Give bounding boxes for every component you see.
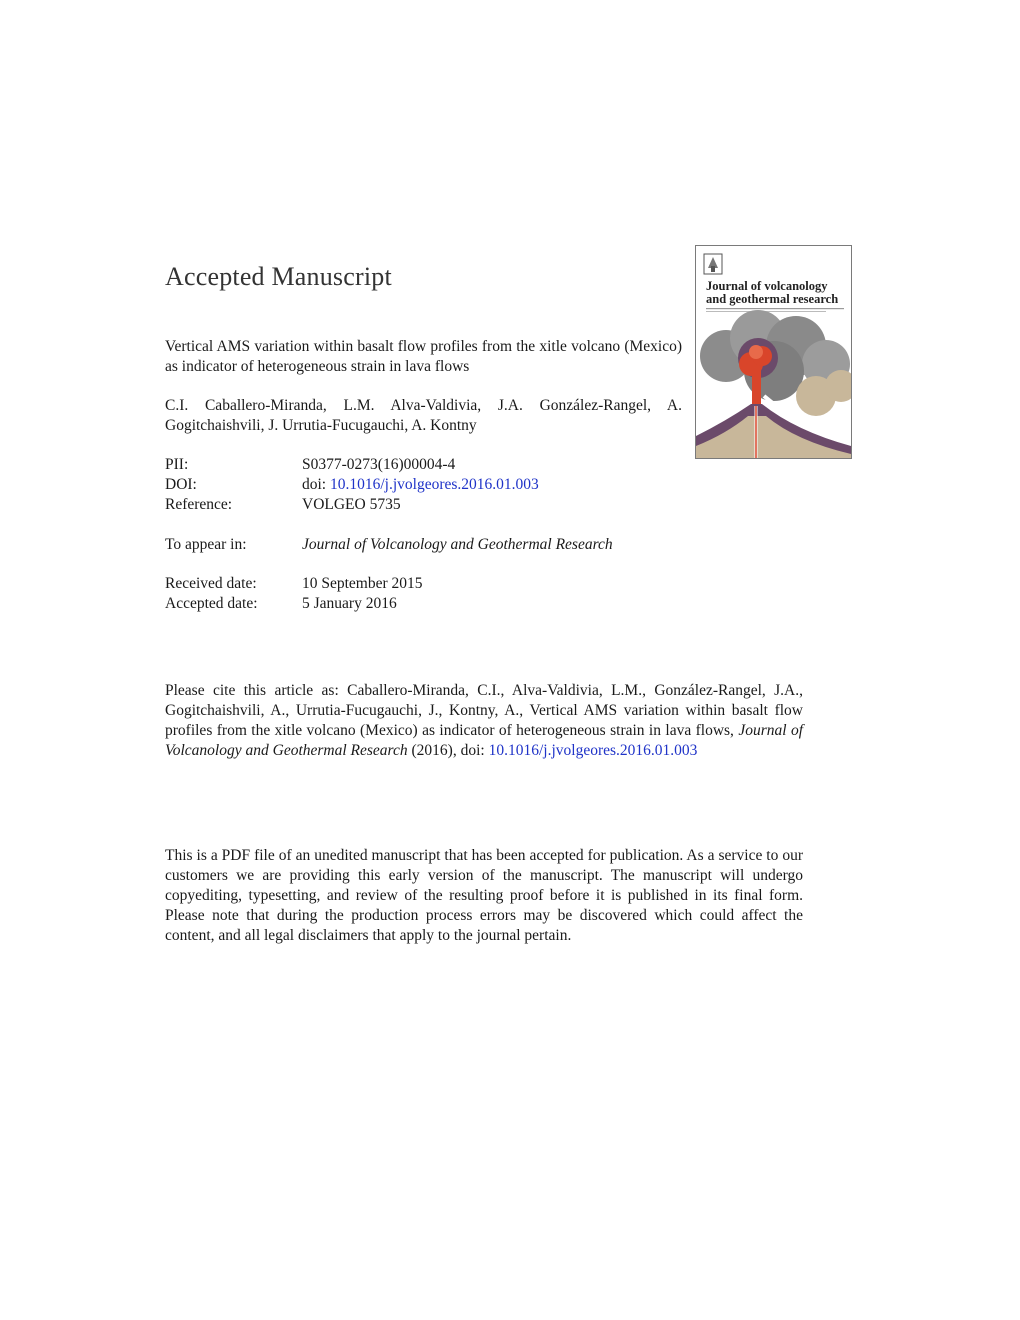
reference-label: Reference: [165, 496, 233, 513]
cover-journal-line2: and geothermal research [706, 292, 839, 306]
article-title: Vertical AMS variation within basalt flow profiles from the xitle volcano (Mexico) as indicator of heterogeneous strain in lava flows [165, 338, 682, 375]
article-authors: C.I. Caballero-Miranda, L.M. Alva-Valdivia, J.A. González-Rangel, A. Gogitchaishvili, J. Urrutia-Fucugauchi, A. Kontny [165, 397, 682, 434]
doi-value [302, 475, 539, 495]
citation-journal: Journal of Volcanology and Geothermal Research [165, 722, 803, 759]
citation-doi-prefix: doi: [460, 742, 485, 759]
cover-illustration [696, 246, 851, 458]
received-value: 10 September 2015 [302, 575, 423, 592]
accepted-label: Accepted date: [165, 595, 258, 612]
pii-label: PII: [165, 456, 189, 473]
doi-label: DOI: [165, 476, 197, 493]
citation-doi-link[interactable]: 10.1016/j.jvolgeores.2016.01.003 [488, 742, 698, 759]
accepted-value: 5 January 2016 [302, 595, 397, 612]
pii-value: S0377-0273(16)00004-4 [302, 456, 456, 473]
page-heading: Accepted Manuscript [165, 262, 392, 291]
appear-value: Journal of Volcanology and Geothermal Research [302, 536, 613, 553]
citation-paragraph [165, 681, 803, 761]
notice-paragraph: This is a PDF file of an unedited manuscript that has been accepted for publication. As a service to our customers we are providing this early version of the manuscript. The manuscript will undergo copyediting, typesetting, and review of the resulting proof before it is published in its final form. Please note that during the production process errors may be discovered which could affect the content, and all legal disclaimers that apply to the journal pertain. [165, 847, 803, 944]
citation-year: (2016), [411, 742, 457, 759]
doi-link[interactable]: 10.1016/j.jvolgeores.2016.01.003 [330, 476, 539, 493]
appear-label: To appear in: [165, 536, 247, 553]
journal-cover-image [695, 245, 852, 459]
citation-lead: Please cite this article as: Caballero-Miranda, C.I., Alva-Valdivia, L.M., González-Rangel, J.A., Gogitchaishvili, A., Urrutia-Fucugauchi, J., Kontny, A., Vertical AMS variation within basalt flow profiles from the xitle volcano (Mexico) as indicator of heterogeneous strain in lava flows, [165, 682, 803, 739]
cover-journal-line1: Journal of volcanology [706, 279, 828, 293]
reference-value: VOLGEO 5735 [302, 496, 401, 513]
received-label: Received date: [165, 575, 257, 592]
doi-prefix: doi: [302, 476, 327, 493]
